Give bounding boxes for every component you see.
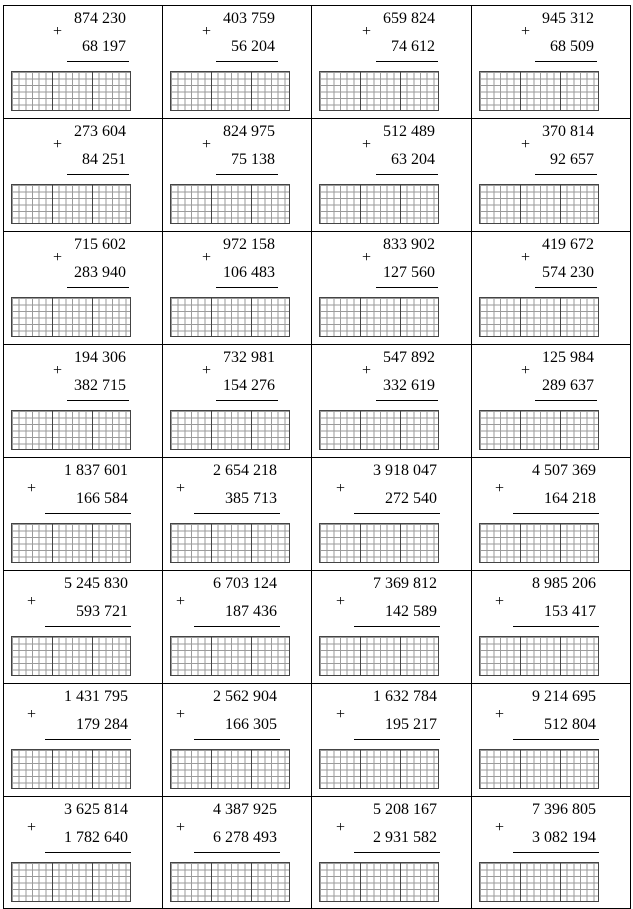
addend-top: 9 214 695 bbox=[532, 688, 596, 705]
grid-block-divider bbox=[360, 185, 361, 223]
addend-top: 125 984 bbox=[542, 349, 594, 366]
answer-grid[interactable] bbox=[319, 71, 439, 111]
grid-block-divider bbox=[560, 72, 561, 110]
plus-sign: + bbox=[362, 362, 372, 379]
plus-sign: + bbox=[176, 593, 186, 610]
addend-bottom: 289 637 bbox=[542, 377, 594, 394]
grid-block-divider bbox=[560, 298, 561, 336]
answer-grid[interactable] bbox=[319, 523, 439, 563]
problem-cell bbox=[3, 570, 162, 683]
sum-line bbox=[216, 61, 278, 62]
problem-cell bbox=[311, 570, 471, 683]
problem-cell bbox=[471, 570, 631, 683]
answer-grid[interactable] bbox=[479, 749, 599, 789]
grid-block-divider bbox=[92, 185, 93, 223]
grid-block-divider bbox=[251, 863, 252, 901]
grid-block-divider bbox=[92, 637, 93, 675]
problem-cell bbox=[162, 118, 311, 231]
addend-bottom: 6 278 493 bbox=[213, 829, 277, 846]
plus-sign: + bbox=[336, 593, 346, 610]
addend-bottom: 2 931 582 bbox=[373, 829, 437, 846]
grid-block-divider bbox=[360, 298, 361, 336]
sum-line bbox=[354, 739, 440, 740]
addend-bottom: 512 804 bbox=[544, 716, 596, 733]
grid-block-divider bbox=[251, 298, 252, 336]
grid-block-divider bbox=[560, 863, 561, 901]
problem-cell bbox=[471, 796, 631, 909]
problem-cell bbox=[3, 344, 162, 457]
problem-cell bbox=[3, 118, 162, 231]
grid-block-divider bbox=[211, 411, 212, 449]
grid-block-divider bbox=[211, 750, 212, 788]
grid-block-divider bbox=[92, 524, 93, 562]
answer-grid[interactable] bbox=[11, 410, 131, 450]
addend-top: 5 245 830 bbox=[64, 575, 128, 592]
grid-block-divider bbox=[520, 863, 521, 901]
problem-cell bbox=[162, 683, 311, 796]
answer-grid[interactable] bbox=[11, 523, 131, 563]
grid-block-divider bbox=[360, 637, 361, 675]
problem-cell bbox=[471, 457, 631, 570]
sum-line bbox=[216, 287, 278, 288]
addend-top: 972 158 bbox=[223, 236, 275, 253]
grid-block-divider bbox=[52, 863, 53, 901]
plus-sign: + bbox=[362, 136, 372, 153]
grid-block-divider bbox=[92, 298, 93, 336]
problem-cell bbox=[162, 796, 311, 909]
plus-sign: + bbox=[27, 819, 37, 836]
sum-line bbox=[194, 626, 280, 627]
grid-block-divider bbox=[251, 72, 252, 110]
grid-block-divider bbox=[360, 750, 361, 788]
addend-top: 3 625 814 bbox=[64, 801, 128, 818]
problem-cell bbox=[311, 457, 471, 570]
addend-top: 874 230 bbox=[74, 10, 126, 27]
problem-cell bbox=[3, 5, 162, 118]
sum-line bbox=[513, 626, 599, 627]
addend-bottom: 3 082 194 bbox=[532, 829, 596, 846]
addend-bottom: 106 483 bbox=[223, 264, 275, 281]
addend-bottom: 332 619 bbox=[383, 377, 435, 394]
plus-sign: + bbox=[53, 362, 63, 379]
sum-line bbox=[376, 174, 438, 175]
addend-bottom: 68 509 bbox=[550, 38, 594, 55]
sum-line bbox=[216, 400, 278, 401]
addend-top: 370 814 bbox=[542, 123, 594, 140]
addend-bottom: 153 417 bbox=[544, 603, 596, 620]
problem-cell bbox=[471, 5, 631, 118]
addend-top: 273 604 bbox=[74, 123, 126, 140]
plus-sign: + bbox=[521, 362, 531, 379]
grid-block-divider bbox=[520, 524, 521, 562]
sum-line bbox=[45, 739, 131, 740]
grid-block-divider bbox=[360, 72, 361, 110]
grid-block-divider bbox=[52, 750, 53, 788]
sum-line bbox=[216, 174, 278, 175]
answer-grid[interactable] bbox=[479, 297, 599, 337]
problem-cell bbox=[471, 683, 631, 796]
addend-top: 659 824 bbox=[383, 10, 435, 27]
addend-top: 715 602 bbox=[74, 236, 126, 253]
addend-top: 6 703 124 bbox=[213, 575, 277, 592]
addend-bottom: 195 217 bbox=[385, 716, 437, 733]
grid-block-divider bbox=[560, 411, 561, 449]
grid-block-divider bbox=[400, 524, 401, 562]
grid-block-divider bbox=[52, 298, 53, 336]
grid-block-divider bbox=[560, 637, 561, 675]
addend-top: 824 975 bbox=[223, 123, 275, 140]
grid-block-divider bbox=[211, 863, 212, 901]
addend-top: 194 306 bbox=[74, 349, 126, 366]
grid-block-divider bbox=[360, 863, 361, 901]
sum-line bbox=[354, 852, 440, 853]
answer-grid[interactable] bbox=[11, 636, 131, 676]
sum-line bbox=[194, 739, 280, 740]
answer-grid[interactable] bbox=[479, 636, 599, 676]
addend-top: 419 672 bbox=[542, 236, 594, 253]
sum-line bbox=[354, 626, 440, 627]
answer-grid[interactable] bbox=[11, 71, 131, 111]
sum-line bbox=[45, 852, 131, 853]
addend-bottom: 272 540 bbox=[385, 490, 437, 507]
addend-top: 945 312 bbox=[542, 10, 594, 27]
addend-bottom: 154 276 bbox=[223, 377, 275, 394]
addend-bottom: 63 204 bbox=[391, 151, 435, 168]
answer-grid[interactable] bbox=[170, 523, 290, 563]
sum-line bbox=[535, 61, 597, 62]
grid-block-divider bbox=[52, 185, 53, 223]
answer-grid[interactable] bbox=[479, 71, 599, 111]
addend-top: 7 396 805 bbox=[532, 801, 596, 818]
sum-line bbox=[67, 400, 129, 401]
problem-cell bbox=[311, 344, 471, 457]
addend-top: 2 562 904 bbox=[213, 688, 277, 705]
problem-cell bbox=[3, 231, 162, 344]
sum-line bbox=[194, 852, 280, 853]
problem-cell bbox=[471, 231, 631, 344]
plus-sign: + bbox=[336, 480, 346, 497]
addend-bottom: 1 782 640 bbox=[64, 829, 128, 846]
plus-sign: + bbox=[362, 249, 372, 266]
grid-block-divider bbox=[251, 411, 252, 449]
grid-block-divider bbox=[520, 185, 521, 223]
sum-line bbox=[376, 287, 438, 288]
sum-line bbox=[535, 174, 597, 175]
grid-block-divider bbox=[400, 298, 401, 336]
grid-block-divider bbox=[400, 750, 401, 788]
plus-sign: + bbox=[202, 249, 212, 266]
answer-grid[interactable] bbox=[170, 71, 290, 111]
grid-block-divider bbox=[92, 72, 93, 110]
grid-block-divider bbox=[52, 72, 53, 110]
answer-grid[interactable] bbox=[479, 862, 599, 902]
addend-bottom: 166 305 bbox=[225, 716, 277, 733]
grid-block-divider bbox=[251, 524, 252, 562]
grid-block-divider bbox=[520, 298, 521, 336]
plus-sign: + bbox=[495, 706, 505, 723]
grid-block-divider bbox=[520, 637, 521, 675]
plus-sign: + bbox=[521, 23, 531, 40]
sum-line bbox=[354, 513, 440, 514]
problem-cell bbox=[311, 683, 471, 796]
answer-grid[interactable] bbox=[170, 636, 290, 676]
answer-grid[interactable] bbox=[479, 410, 599, 450]
grid-block-divider bbox=[92, 863, 93, 901]
grid-block-divider bbox=[211, 524, 212, 562]
addend-bottom: 75 138 bbox=[231, 151, 275, 168]
grid-block-divider bbox=[211, 298, 212, 336]
sum-line bbox=[67, 287, 129, 288]
addend-bottom: 84 251 bbox=[82, 151, 126, 168]
addend-top: 1 431 795 bbox=[64, 688, 128, 705]
answer-grid[interactable] bbox=[11, 184, 131, 224]
sum-line bbox=[535, 287, 597, 288]
grid-block-divider bbox=[560, 185, 561, 223]
answer-grid[interactable] bbox=[170, 862, 290, 902]
plus-sign: + bbox=[521, 136, 531, 153]
grid-block-divider bbox=[400, 637, 401, 675]
addend-top: 547 892 bbox=[383, 349, 435, 366]
problem-cell bbox=[162, 5, 311, 118]
plus-sign: + bbox=[202, 23, 212, 40]
plus-sign: + bbox=[27, 480, 37, 497]
addend-bottom: 56 204 bbox=[231, 38, 275, 55]
addend-top: 7 369 812 bbox=[373, 575, 437, 592]
problem-cell bbox=[162, 457, 311, 570]
answer-grid[interactable] bbox=[319, 297, 439, 337]
grid-block-divider bbox=[400, 411, 401, 449]
answer-grid[interactable] bbox=[11, 862, 131, 902]
answer-grid[interactable] bbox=[319, 184, 439, 224]
grid-block-divider bbox=[400, 185, 401, 223]
grid-block-divider bbox=[560, 750, 561, 788]
answer-grid[interactable] bbox=[11, 749, 131, 789]
grid-block-divider bbox=[400, 863, 401, 901]
plus-sign: + bbox=[495, 480, 505, 497]
problem-cell bbox=[311, 796, 471, 909]
sum-line bbox=[45, 626, 131, 627]
addend-top: 3 918 047 bbox=[373, 462, 437, 479]
plus-sign: + bbox=[176, 480, 186, 497]
sum-line bbox=[376, 61, 438, 62]
grid-block-divider bbox=[52, 524, 53, 562]
answer-grid[interactable] bbox=[479, 184, 599, 224]
addend-bottom: 68 197 bbox=[82, 38, 126, 55]
addend-bottom: 179 284 bbox=[76, 716, 128, 733]
addend-top: 1 837 601 bbox=[64, 462, 128, 479]
addend-bottom: 382 715 bbox=[74, 377, 126, 394]
problem-cell bbox=[311, 231, 471, 344]
addend-top: 403 759 bbox=[223, 10, 275, 27]
answer-grid[interactable] bbox=[170, 749, 290, 789]
sum-line bbox=[535, 400, 597, 401]
addend-bottom: 127 560 bbox=[383, 264, 435, 281]
problem-cell bbox=[3, 683, 162, 796]
grid-block-divider bbox=[520, 411, 521, 449]
answer-grid[interactable] bbox=[170, 410, 290, 450]
sum-line bbox=[513, 852, 599, 853]
grid-block-divider bbox=[211, 72, 212, 110]
addend-top: 833 902 bbox=[383, 236, 435, 253]
sum-line bbox=[513, 739, 599, 740]
grid-block-divider bbox=[211, 637, 212, 675]
plus-sign: + bbox=[362, 23, 372, 40]
sum-line bbox=[194, 513, 280, 514]
addend-bottom: 164 218 bbox=[544, 490, 596, 507]
addend-top: 1 632 784 bbox=[373, 688, 437, 705]
grid-block-divider bbox=[211, 185, 212, 223]
problem-cell bbox=[162, 344, 311, 457]
addend-top: 4 387 925 bbox=[213, 801, 277, 818]
sum-line bbox=[67, 174, 129, 175]
grid-block-divider bbox=[251, 185, 252, 223]
addend-bottom: 92 657 bbox=[550, 151, 594, 168]
addend-top: 5 208 167 bbox=[373, 801, 437, 818]
addend-top: 512 489 bbox=[383, 123, 435, 140]
answer-grid[interactable] bbox=[319, 749, 439, 789]
plus-sign: + bbox=[336, 819, 346, 836]
answer-grid[interactable] bbox=[319, 636, 439, 676]
problem-cell bbox=[311, 5, 471, 118]
problem-cell bbox=[162, 570, 311, 683]
grid-block-divider bbox=[560, 524, 561, 562]
addend-top: 732 981 bbox=[223, 349, 275, 366]
plus-sign: + bbox=[202, 136, 212, 153]
answer-grid[interactable] bbox=[319, 862, 439, 902]
plus-sign: + bbox=[202, 362, 212, 379]
addend-top: 2 654 218 bbox=[213, 462, 277, 479]
problem-cell bbox=[162, 231, 311, 344]
grid-block-divider bbox=[520, 750, 521, 788]
plus-sign: + bbox=[53, 249, 63, 266]
plus-sign: + bbox=[53, 136, 63, 153]
sum-line bbox=[45, 513, 131, 514]
addend-bottom: 593 721 bbox=[76, 603, 128, 620]
addend-bottom: 283 940 bbox=[74, 264, 126, 281]
plus-sign: + bbox=[27, 706, 37, 723]
grid-block-divider bbox=[360, 411, 361, 449]
plus-sign: + bbox=[495, 819, 505, 836]
grid-block-divider bbox=[52, 637, 53, 675]
addend-bottom: 187 436 bbox=[225, 603, 277, 620]
grid-block-divider bbox=[92, 411, 93, 449]
plus-sign: + bbox=[176, 819, 186, 836]
grid-block-divider bbox=[520, 72, 521, 110]
grid-block-divider bbox=[400, 72, 401, 110]
problem-cell bbox=[471, 344, 631, 457]
sum-line bbox=[513, 513, 599, 514]
addend-top: 8 985 206 bbox=[532, 575, 596, 592]
answer-grid[interactable] bbox=[11, 297, 131, 337]
answer-grid[interactable] bbox=[319, 410, 439, 450]
plus-sign: + bbox=[336, 706, 346, 723]
grid-block-divider bbox=[251, 750, 252, 788]
problem-cell bbox=[311, 118, 471, 231]
grid-block-divider bbox=[92, 750, 93, 788]
addend-bottom: 385 713 bbox=[225, 490, 277, 507]
addend-bottom: 142 589 bbox=[385, 603, 437, 620]
grid-block-divider bbox=[360, 524, 361, 562]
addend-bottom: 166 584 bbox=[76, 490, 128, 507]
plus-sign: + bbox=[27, 593, 37, 610]
answer-grid[interactable] bbox=[479, 523, 599, 563]
answer-grid[interactable] bbox=[170, 297, 290, 337]
grid-block-divider bbox=[251, 637, 252, 675]
problem-cell bbox=[3, 457, 162, 570]
sum-line bbox=[67, 61, 129, 62]
addend-top: 4 507 369 bbox=[532, 462, 596, 479]
sum-line bbox=[376, 400, 438, 401]
answer-grid[interactable] bbox=[170, 184, 290, 224]
plus-sign: + bbox=[521, 249, 531, 266]
plus-sign: + bbox=[176, 706, 186, 723]
problem-cell bbox=[471, 118, 631, 231]
plus-sign: + bbox=[53, 23, 63, 40]
plus-sign: + bbox=[495, 593, 505, 610]
problem-cell bbox=[3, 796, 162, 909]
grid-block-divider bbox=[52, 411, 53, 449]
addend-bottom: 74 612 bbox=[391, 38, 435, 55]
addend-bottom: 574 230 bbox=[542, 264, 594, 281]
